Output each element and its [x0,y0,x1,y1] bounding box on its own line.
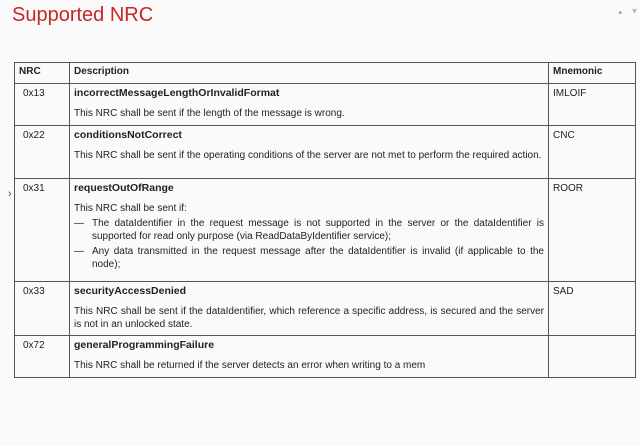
header-description: Description [70,63,549,84]
table-row [15,84,636,126]
decorative-mark: ▾ [631,6,637,17]
decorative-dot: • [618,8,622,19]
nrc-mnemonic: IMLOIF [549,84,636,126]
nrc-description: This NRC shall be returned if the server detects an error when writing to a mem [74,360,426,371]
nrc-description: This NRC shall be sent if the length of the message is wrong. [74,108,345,119]
table-row [15,179,636,282]
nrc-code: 0x22 [15,126,70,179]
nrc-name: securityAccessDenied [74,285,187,297]
nrc-description: This NRC shall be sent if the operating conditions of the server are not met to perform the required action. [74,150,542,161]
dash-icon: — [74,218,84,229]
nrc-code: 0x31 [15,179,70,282]
description-cell [70,336,549,378]
bullet-item [74,217,544,243]
nrc-name: conditionsNotCorrect [74,129,182,141]
nrc-name: generalProgrammingFailure [74,339,215,351]
table-header-row [15,63,636,84]
nrc-description: This NRC shall be sent if the dataIdentifier, which reference a specific address, is secured and the server is not in an unlocked state. [74,306,544,330]
description-cell [70,84,549,126]
nrc-mnemonic [549,336,636,378]
nrc-code: 0x72 [15,336,70,378]
nrc-name: requestOutOfRange [74,182,174,194]
table-row [15,126,636,179]
nrc-intro: This NRC shall be sent if: [74,203,187,214]
nrc-mnemonic: CNC [549,126,636,179]
nrc-code: 0x33 [15,282,70,336]
nrc-mnemonic: SAD [549,282,636,336]
description-cell [70,179,549,282]
table-row [15,336,636,378]
header-nrc: NRC [15,63,70,84]
description-cell [70,282,549,336]
bullet-text: The dataIdentifier in the request message is not supported in the server or the dataIdentifier is supported for read only purpose (via ReadDataByIdentifier service); [92,218,544,242]
nrc-name: incorrectMessageLengthOrInvalidFormat [74,87,280,99]
nrc-mnemonic: ROOR [549,179,636,282]
bullet-text: Any data transmitted in the request message after the dataIdentifier is invalid (if applicable to the node); [92,246,544,270]
dash-icon: — [74,246,84,257]
table-row [15,282,636,336]
header-mnemonic: Mnemonic [549,63,636,84]
nrc-table [14,62,636,378]
slide-title: Supported NRC [12,4,154,26]
nrc-code: 0x13 [15,84,70,126]
description-cell [70,126,549,179]
mouse-cursor-icon: › [8,188,12,200]
bullet-item [74,245,544,271]
